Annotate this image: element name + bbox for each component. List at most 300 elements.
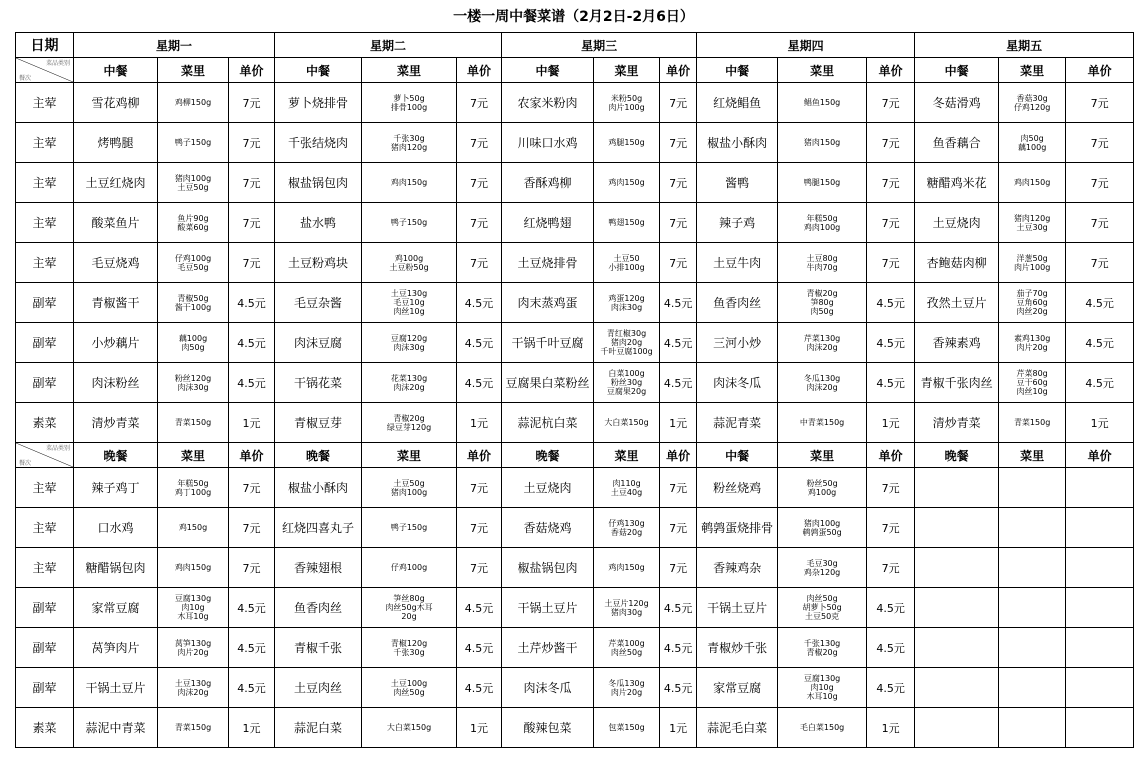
category-cell: 主荤 (16, 163, 74, 203)
ingredients: 土豆100g 肉丝50g (362, 668, 457, 708)
ingredients: 青红椒30g 猪肉20g 千叶豆腐100g (594, 323, 660, 363)
price: 4.5元 (867, 588, 915, 628)
empty-cell (999, 708, 1066, 748)
ingredients: 包菜150g (594, 708, 660, 748)
ingredients: 土豆片120g 猪肉30g (594, 588, 660, 628)
dish-name: 烤鸭腿 (74, 123, 158, 163)
price: 7元 (229, 548, 275, 588)
ingredients: 年糕50g 鸡肉100g (778, 203, 867, 243)
price: 7元 (867, 468, 915, 508)
ingredients: 青椒50g 酱干100g (158, 283, 229, 323)
ingredients: 鸭腿150g (778, 163, 867, 203)
dish-name: 椒盐小酥肉 (697, 123, 778, 163)
dish-name: 干锅千叶豆腐 (502, 323, 594, 363)
ingredients: 猪肉100g 鹌鹑蛋50g (778, 508, 867, 548)
dish-name: 鱼香肉丝 (275, 588, 362, 628)
price: 4.5元 (1066, 283, 1134, 323)
dish-name: 干锅花菜 (275, 363, 362, 403)
price: 1元 (457, 403, 502, 443)
menu-row (16, 403, 1134, 443)
price-label: 单价 (229, 58, 275, 83)
price: 7元 (660, 468, 697, 508)
lunch-header-row (16, 58, 1134, 83)
ingredients: 肉丝50g 胡萝卜50g 土豆50克 (778, 588, 867, 628)
empty-cell (999, 548, 1066, 588)
dish-name: 红烧鸭翅 (502, 203, 594, 243)
price: 4.5元 (660, 283, 697, 323)
dish-name: 蒜泥毛白菜 (697, 708, 778, 748)
ingredients: 仔鸡100g (362, 548, 457, 588)
ingredients: 洋葱50g 肉片100g (999, 243, 1066, 283)
dish-name: 土豆烧肉 (502, 468, 594, 508)
price: 4.5元 (229, 588, 275, 628)
empty-cell (915, 588, 999, 628)
ingredients-label: 菜里 (158, 58, 229, 83)
ingredients: 青椒20g 笋80g 肉50g (778, 283, 867, 323)
meal-label: 晚餐 (502, 443, 594, 468)
dish-name: 青椒千张 (275, 628, 362, 668)
price: 7元 (457, 508, 502, 548)
corner-top-label: 菜品类别 (45, 60, 70, 67)
ingredients: 鸭子150g (362, 203, 457, 243)
dish-name: 酸辣包菜 (502, 708, 594, 748)
empty-cell (1066, 548, 1134, 588)
dish-name: 香辣鸡杂 (697, 548, 778, 588)
ingredients: 豆腐130g 肉10g 木耳10g (778, 668, 867, 708)
dish-name: 干锅土豆片 (502, 588, 594, 628)
meal-label: 晚餐 (74, 443, 158, 468)
price: 7元 (229, 123, 275, 163)
price-label: 单价 (229, 443, 275, 468)
ingredients: 大白菜150g (594, 403, 660, 443)
price-label: 单价 (660, 58, 697, 83)
price: 7元 (229, 243, 275, 283)
ingredients: 粉丝120g 肉沫30g (158, 363, 229, 403)
dish-name: 干锅土豆片 (74, 668, 158, 708)
price: 1元 (867, 708, 915, 748)
price: 7元 (867, 243, 915, 283)
ingredients: 鸡肉150g (362, 163, 457, 203)
menu-row (16, 363, 1134, 403)
price: 7元 (229, 203, 275, 243)
empty-cell (915, 628, 999, 668)
ingredients-label: 菜里 (778, 443, 867, 468)
price-label: 单价 (867, 58, 915, 83)
price-label: 单价 (1066, 443, 1134, 468)
price: 4.5元 (867, 323, 915, 363)
empty-cell (1066, 708, 1134, 748)
ingredients: 毛豆30g 鸡杂120g (778, 548, 867, 588)
dish-name: 土芹炒酱干 (502, 628, 594, 668)
page-title: 一楼一周中餐菜谱（2月2日-2月6日） (453, 9, 694, 25)
dish-name: 冬菇滑鸡 (915, 83, 999, 123)
menu-row (16, 708, 1134, 748)
price: 4.5元 (1066, 363, 1134, 403)
day-header-row (16, 33, 1134, 58)
ingredients: 土豆130g 肉沫20g (158, 668, 229, 708)
price: 4.5元 (867, 283, 915, 323)
menu-row (16, 508, 1134, 548)
dish-name: 盐水鸭 (275, 203, 362, 243)
ingredients: 鸡150g (158, 508, 229, 548)
ingredients: 鱼片90g 酸菜60g (158, 203, 229, 243)
price: 4.5元 (660, 363, 697, 403)
menu-row (16, 123, 1134, 163)
ingredients: 土豆130g 毛豆10g 肉丝10g (362, 283, 457, 323)
price: 7元 (867, 203, 915, 243)
dish-name: 毛豆杂酱 (275, 283, 362, 323)
category-cell: 主荤 (16, 123, 74, 163)
category-cell: 副荤 (16, 323, 74, 363)
price: 4.5元 (457, 283, 502, 323)
date-label: 日期 (16, 33, 74, 58)
ingredients: 仔鸡100g 毛豆50g (158, 243, 229, 283)
price: 7元 (1066, 243, 1134, 283)
ingredients: 芹菜80g 豆干60g 肉丝10g (999, 363, 1066, 403)
ingredients: 猪肉150g (778, 123, 867, 163)
empty-cell (1066, 508, 1134, 548)
dish-name: 肉沫冬瓜 (697, 363, 778, 403)
price: 4.5元 (457, 588, 502, 628)
menu-row (16, 468, 1134, 508)
ingredients-label: 菜里 (362, 58, 457, 83)
menu-row (16, 83, 1134, 123)
dish-name: 家常豆腐 (74, 588, 158, 628)
day-header: 星期四 (697, 33, 915, 58)
category-cell: 主荤 (16, 83, 74, 123)
price: 7元 (867, 123, 915, 163)
category-cell: 主荤 (16, 468, 74, 508)
dish-name: 鱼香藕合 (915, 123, 999, 163)
ingredients-label: 菜里 (362, 443, 457, 468)
ingredients: 笋丝80g 肉丝50g木耳 20g (362, 588, 457, 628)
price-label: 单价 (457, 443, 502, 468)
ingredients: 鸭翅150g (594, 203, 660, 243)
ingredients: 米粉50g 肉片100g (594, 83, 660, 123)
category-cell: 副荤 (16, 668, 74, 708)
ingredients: 千张130g 青椒20g (778, 628, 867, 668)
dish-name: 干锅土豆片 (697, 588, 778, 628)
ingredients: 鸡100g 土豆粉50g (362, 243, 457, 283)
category-cell: 主荤 (16, 203, 74, 243)
price: 1元 (457, 708, 502, 748)
meal-label: 中餐 (275, 58, 362, 83)
dish-name: 土豆肉丝 (275, 668, 362, 708)
price: 7元 (457, 548, 502, 588)
price: 7元 (1066, 123, 1134, 163)
ingredients: 鸭子150g (362, 508, 457, 548)
price: 7元 (229, 468, 275, 508)
price: 7元 (1066, 163, 1134, 203)
ingredients: 鸡肉150g (158, 548, 229, 588)
empty-cell (915, 548, 999, 588)
dish-name: 莴笋肉片 (74, 628, 158, 668)
ingredients: 白菜100g 粉丝30g 豆腐果20g (594, 363, 660, 403)
dish-name: 清炒青菜 (74, 403, 158, 443)
price: 7元 (660, 203, 697, 243)
menu-row (16, 243, 1134, 283)
ingredients: 鸡肉150g (999, 163, 1066, 203)
menu-table (15, 32, 1134, 748)
dish-name: 青椒千张肉丝 (915, 363, 999, 403)
price: 1元 (229, 708, 275, 748)
category-cell: 素菜 (16, 403, 74, 443)
price: 4.5元 (229, 628, 275, 668)
dish-name: 糖醋锅包肉 (74, 548, 158, 588)
dish-name: 肉沫豆腐 (275, 323, 362, 363)
ingredients: 青菜150g (158, 403, 229, 443)
dish-name: 糖醋鸡米花 (915, 163, 999, 203)
ingredients: 素鸡130g 肉片20g (999, 323, 1066, 363)
empty-cell (1066, 668, 1134, 708)
price: 7元 (660, 123, 697, 163)
empty-cell (999, 588, 1066, 628)
category-cell: 主荤 (16, 243, 74, 283)
meal-label: 晚餐 (915, 443, 999, 468)
ingredients: 香菇30g 仔鸡120g (999, 83, 1066, 123)
dish-name: 蒜泥杭白菜 (502, 403, 594, 443)
price: 7元 (1066, 203, 1134, 243)
menu-row (16, 203, 1134, 243)
dish-name: 三河小炒 (697, 323, 778, 363)
price: 4.5元 (457, 323, 502, 363)
ingredients: 猪肉120g 土豆30g (999, 203, 1066, 243)
menu-row (16, 668, 1134, 708)
ingredients: 年糕50g 鸡丁100g (158, 468, 229, 508)
dish-name: 红烧四喜丸子 (275, 508, 362, 548)
category-cell: 素菜 (16, 708, 74, 748)
ingredients: 冬瓜130g 肉沫20g (778, 363, 867, 403)
price-label: 单价 (867, 443, 915, 468)
price: 7元 (229, 83, 275, 123)
empty-cell (1066, 588, 1134, 628)
dish-name: 川味口水鸡 (502, 123, 594, 163)
day-header: 星期三 (502, 33, 697, 58)
ingredients: 青菜150g (158, 708, 229, 748)
price: 7元 (660, 508, 697, 548)
dish-name: 杏鲍菇肉柳 (915, 243, 999, 283)
dish-name: 粉丝烧鸡 (697, 468, 778, 508)
ingredients-label: 菜里 (999, 443, 1066, 468)
dish-name: 豆腐果白菜粉丝 (502, 363, 594, 403)
dish-name: 酱鸭 (697, 163, 778, 203)
meal-label: 中餐 (74, 58, 158, 83)
dish-name: 清炒青菜 (915, 403, 999, 443)
empty-cell (915, 468, 999, 508)
price-label: 单价 (1066, 58, 1134, 83)
ingredients: 芹菜130g 肉沫20g (778, 323, 867, 363)
dish-name: 土豆粉鸡块 (275, 243, 362, 283)
price: 1元 (660, 403, 697, 443)
ingredients: 毛白菜150g (778, 708, 867, 748)
ingredients: 仔鸡130g 香菇20g (594, 508, 660, 548)
dish-name: 红烧鲳鱼 (697, 83, 778, 123)
price: 7元 (867, 508, 915, 548)
ingredients: 肉50g 藕100g (999, 123, 1066, 163)
menu-row (16, 323, 1134, 363)
category-corner-cell (16, 58, 74, 83)
empty-cell (1066, 628, 1134, 668)
dish-name: 孜然土豆片 (915, 283, 999, 323)
dish-name: 家常豆腐 (697, 668, 778, 708)
ingredients: 粉丝50g 鸡100g (778, 468, 867, 508)
price: 7元 (660, 548, 697, 588)
dish-name: 香菇烧鸡 (502, 508, 594, 548)
ingredients: 鸡肉150g (594, 548, 660, 588)
price: 4.5元 (229, 323, 275, 363)
day-header: 星期五 (915, 33, 1134, 58)
price-label: 单价 (660, 443, 697, 468)
price: 7元 (1066, 83, 1134, 123)
price: 4.5元 (457, 628, 502, 668)
dish-name: 雪花鸡柳 (74, 83, 158, 123)
dish-name: 土豆牛肉 (697, 243, 778, 283)
price: 7元 (457, 203, 502, 243)
ingredients-label: 菜里 (594, 58, 660, 83)
dish-name: 香辣素鸡 (915, 323, 999, 363)
price: 4.5元 (867, 363, 915, 403)
ingredients: 土豆80g 牛肉70g (778, 243, 867, 283)
empty-cell (999, 628, 1066, 668)
dish-name: 土豆烧排骨 (502, 243, 594, 283)
dish-name: 辣子鸡丁 (74, 468, 158, 508)
dish-name: 毛豆烧鸡 (74, 243, 158, 283)
price: 4.5元 (660, 628, 697, 668)
ingredients: 中青菜150g (778, 403, 867, 443)
empty-cell (999, 468, 1066, 508)
corner-top-label: 菜品类别 (45, 445, 70, 452)
dish-name: 小炒藕片 (74, 323, 158, 363)
day-header: 星期一 (74, 33, 275, 58)
price: 7元 (660, 83, 697, 123)
ingredients: 萝卜50g 排骨100g (362, 83, 457, 123)
empty-cell (999, 668, 1066, 708)
meal-label: 中餐 (697, 58, 778, 83)
dish-name: 椒盐锅包肉 (275, 163, 362, 203)
price: 4.5元 (867, 628, 915, 668)
ingredients: 冬瓜130g 肉片20g (594, 668, 660, 708)
dish-name: 辣子鸡 (697, 203, 778, 243)
price: 4.5元 (660, 323, 697, 363)
ingredients: 莴笋130g 肉片20g (158, 628, 229, 668)
menu-row (16, 163, 1134, 203)
dish-name: 青椒酱干 (74, 283, 158, 323)
empty-cell (915, 668, 999, 708)
ingredients: 大白菜150g (362, 708, 457, 748)
dish-name: 椒盐锅包肉 (502, 548, 594, 588)
price: 1元 (660, 708, 697, 748)
dish-name: 香酥鸡柳 (502, 163, 594, 203)
ingredients-label: 菜里 (594, 443, 660, 468)
ingredients-label: 菜里 (778, 58, 867, 83)
price: 7元 (867, 163, 915, 203)
price: 4.5元 (229, 363, 275, 403)
menu-row (16, 548, 1134, 588)
price: 7元 (660, 243, 697, 283)
price: 7元 (457, 468, 502, 508)
price: 1元 (1066, 403, 1134, 443)
price: 1元 (867, 403, 915, 443)
category-cell: 副荤 (16, 283, 74, 323)
ingredients: 青菜150g (999, 403, 1066, 443)
ingredients: 千张30g 猪肉120g (362, 123, 457, 163)
dish-name: 土豆红烧肉 (74, 163, 158, 203)
dish-name: 肉沫粉丝 (74, 363, 158, 403)
ingredients: 鸡柳150g (158, 83, 229, 123)
dish-name: 肉末蒸鸡蛋 (502, 283, 594, 323)
category-cell: 主荤 (16, 508, 74, 548)
meal-label: 晚餐 (275, 443, 362, 468)
ingredients: 芹菜100g 肉丝50g (594, 628, 660, 668)
price-label: 单价 (457, 58, 502, 83)
corner-bottom-label: 餐次 (19, 75, 32, 82)
corner-bottom-label: 餐次 (19, 460, 32, 467)
ingredients: 鸡蛋120g 肉沫30g (594, 283, 660, 323)
dish-name: 蒜泥白菜 (275, 708, 362, 748)
price: 7元 (867, 548, 915, 588)
price: 4.5元 (867, 668, 915, 708)
ingredients: 豆腐130g 肉10g 木耳10g (158, 588, 229, 628)
meal-label: 中餐 (502, 58, 594, 83)
ingredients: 鸡腿150g (594, 123, 660, 163)
price: 7元 (229, 508, 275, 548)
dish-name: 椒盐小酥肉 (275, 468, 362, 508)
price: 7元 (660, 163, 697, 203)
dinner-header-row (16, 443, 1134, 468)
price: 4.5元 (229, 283, 275, 323)
ingredients: 青椒20g 绿豆芽120g (362, 403, 457, 443)
menu-row (16, 628, 1134, 668)
price: 1元 (229, 403, 275, 443)
empty-cell (915, 708, 999, 748)
price: 4.5元 (1066, 323, 1134, 363)
category-cell: 主荤 (16, 548, 74, 588)
category-cell: 副荤 (16, 363, 74, 403)
price: 4.5元 (660, 588, 697, 628)
dish-name: 蒜泥中青菜 (74, 708, 158, 748)
empty-cell (999, 508, 1066, 548)
ingredients: 青椒120g 千张30g (362, 628, 457, 668)
dish-name: 农家米粉肉 (502, 83, 594, 123)
ingredients: 豆腐120g 肉沫30g (362, 323, 457, 363)
ingredients: 土豆50g 猪肉100g (362, 468, 457, 508)
ingredients: 花菜130g 肉沫20g (362, 363, 457, 403)
dish-name: 肉沫冬瓜 (502, 668, 594, 708)
price: 4.5元 (457, 668, 502, 708)
ingredients: 鸡肉150g (594, 163, 660, 203)
dish-name: 青椒豆芽 (275, 403, 362, 443)
dish-name: 鹌鹑蛋烧排骨 (697, 508, 778, 548)
price: 7元 (457, 123, 502, 163)
category-cell: 副荤 (16, 628, 74, 668)
price: 4.5元 (229, 668, 275, 708)
dish-name: 酸菜鱼片 (74, 203, 158, 243)
price: 7元 (229, 163, 275, 203)
ingredients: 鸭子150g (158, 123, 229, 163)
category-corner-cell (16, 443, 74, 468)
ingredients: 肉110g 土豆40g (594, 468, 660, 508)
ingredients: 茄子70g 豆角60g 肉丝20g (999, 283, 1066, 323)
dish-name: 千张结烧肉 (275, 123, 362, 163)
menu-row (16, 588, 1134, 628)
empty-cell (915, 508, 999, 548)
ingredients: 藕100g 肉50g (158, 323, 229, 363)
empty-cell (1066, 468, 1134, 508)
dish-name: 口水鸡 (74, 508, 158, 548)
ingredients: 猪肉100g 土豆50g (158, 163, 229, 203)
ingredients: 土豆50 小排100g (594, 243, 660, 283)
price: 7元 (457, 83, 502, 123)
